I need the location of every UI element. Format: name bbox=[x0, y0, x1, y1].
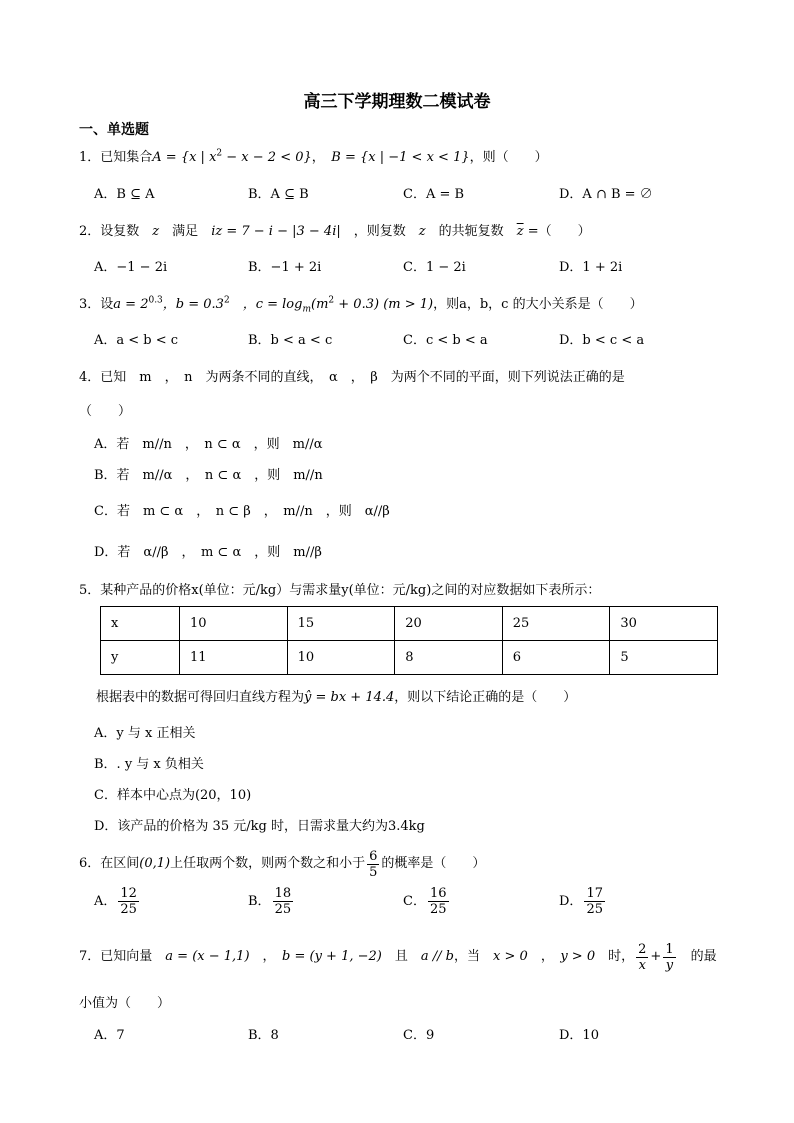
question-2-option-c: C．1 − 2i bbox=[403, 260, 466, 275]
question-3-stem: 3．设$a = 2^{0.3}$，$b = 0.3^2$ ，$c = \log_m(m^2 + 0.3) (m > 1)$，则a，b，c 的大小关系是（ ） bbox=[79, 295, 643, 315]
question-7-option-c: C．9 bbox=[403, 1028, 435, 1043]
question-6-option-b: B． $\frac{18}{25}$ bbox=[248, 886, 292, 917]
table-cell: 10 bbox=[180, 607, 288, 641]
question-3-option-a: A．a < b < c bbox=[94, 333, 179, 348]
question-6-option-a: A． $\frac{12}{25}$ bbox=[94, 886, 137, 917]
table-cell: 15 bbox=[287, 607, 395, 641]
table-row bbox=[101, 607, 718, 641]
question-6-stem: 6．在区间 (0,1) 上任取两个数，则两个数之和小于 $\frac{6}{5}$ 的概率是（ ） bbox=[79, 848, 486, 880]
question-7-option-d: D．10 bbox=[559, 1028, 599, 1043]
question-5-option-b: B．. y 与 x 负相关 bbox=[94, 757, 204, 772]
table-cell: y bbox=[101, 641, 180, 675]
page-title: 高三下学期理数二模试卷 bbox=[303, 92, 491, 112]
question-1-option-b: B．A ⊆ B bbox=[248, 187, 309, 202]
table-cell: x bbox=[101, 607, 180, 641]
question-3-option-d: D．b < c < a bbox=[559, 333, 645, 348]
price-demand-table bbox=[100, 606, 718, 675]
question-3-option-c: C．c < b < a bbox=[403, 333, 488, 348]
question-7-stem: 7．已知向量 a = (x − 1,1) ， b = (y + 1, −2) 且 a // b ，当 x > 0 ， y > 0 时， $\frac{2}{x}$ + $\frac{1}{y}$ 的最 bbox=[79, 941, 717, 973]
question-6-option-c: C． $\frac{16}{25}$ bbox=[403, 886, 447, 917]
table-cell: 10 bbox=[287, 641, 395, 675]
table-cell: 20 bbox=[395, 607, 503, 641]
question-4-option-a: A．若 m//n ， n ⊂ α ，则 m//α bbox=[94, 437, 323, 452]
question-4-option-d: D．若 α//β ， m ⊂ α ，则 m//β bbox=[94, 545, 322, 560]
question-3-option-b: B．b < a < c bbox=[248, 333, 333, 348]
question-2-option-d: D．1 + 2i bbox=[559, 260, 623, 275]
question-4-option-b: B．若 m//α ， n ⊂ α ，则 m//n bbox=[94, 468, 323, 483]
question-1-stem: 1．已知集合A = {x | $x^2 - x - 2 < 0$}， B = {x | −1 < x < 1}，则（ ） bbox=[79, 148, 548, 165]
question-7-option-a: A．7 bbox=[94, 1028, 125, 1043]
question-2-option-b: B．−1 + 2i bbox=[248, 260, 322, 275]
question-1-option-a: A．B ⊆ A bbox=[94, 187, 155, 202]
fraction: $\frac{6}{5}$ bbox=[369, 848, 378, 880]
question-1-option-c: C．A = B bbox=[403, 187, 465, 202]
question-7-option-b: B．8 bbox=[248, 1028, 279, 1043]
table-cell: 8 bbox=[395, 641, 503, 675]
question-5-stem: 5．某种产品的价格x(单位：元/kg）与需求量y(单位：元/kg)之间的对应数据如下表所示： bbox=[79, 583, 601, 598]
table-cell: 25 bbox=[502, 607, 610, 641]
question-5-option-a: A．y 与 x 正相关 bbox=[94, 726, 196, 741]
table-cell: 11 bbox=[180, 641, 288, 675]
question-6-option-d: D． $\frac{17}{25}$ bbox=[559, 886, 603, 917]
question-2-stem: 2．设复数 z 满足 iz = 7 − i − |3 − 4i| ，则复数 z 的共轭复数 $\overline{z}$ =（ ） bbox=[79, 224, 591, 239]
question-7-stem-line2: 小值为（ ） bbox=[79, 996, 171, 1011]
question-4-stem-line2: （ ） bbox=[79, 404, 132, 419]
table-cell: 30 bbox=[610, 607, 718, 641]
question-5-stem-line2: 根据表中的数据可得回归直线方程为ŷ = bx + 14.4，则以下结论正确的是（ ） bbox=[96, 690, 577, 705]
section-heading: 一、单选题 bbox=[79, 122, 149, 138]
question-2-option-a: A．−1 − 2i bbox=[94, 260, 168, 275]
table-row bbox=[101, 641, 718, 675]
table-cell: 5 bbox=[610, 641, 718, 675]
question-5-option-c: C．样本中心点为(20，10) bbox=[94, 788, 252, 803]
table-cell: 6 bbox=[502, 641, 610, 675]
question-4-stem: 4．已知 m ， n 为两条不同的直线， α ， β 为两个不同的平面，则下列说法正确的是 bbox=[79, 370, 625, 385]
question-4-option-c: C．若 m ⊂ α ， n ⊂ β ， m//n ，则 α//β bbox=[94, 504, 390, 519]
question-1-option-d: D．A ∩ B = ∅ bbox=[559, 187, 653, 202]
question-5-option-d: D．该产品的价格为 35 元/kg 时，日需求量大约为3.4kg bbox=[94, 819, 425, 834]
